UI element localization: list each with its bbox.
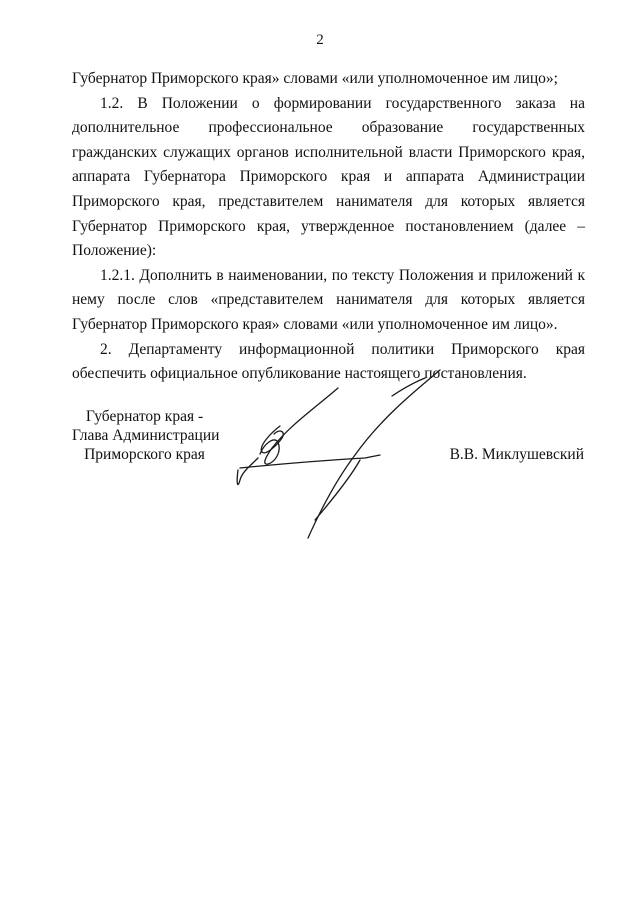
page-number: 2 — [316, 32, 324, 48]
signatory-title — [72, 407, 220, 464]
signatory-title-line: Губернатор края - — [85, 408, 204, 425]
signatory-title-line: Приморского края — [84, 446, 205, 463]
signatory-title-line: Глава Администрации — [72, 427, 220, 444]
handwritten-signature — [220, 360, 460, 550]
document-body — [72, 67, 585, 387]
paragraph-2: 2. Департаменту информационной политики Приморского края обеспечить официальное опубликование настоящего постановления. — [72, 340, 585, 383]
signatory-name: В.В. Миклушевский — [449, 446, 584, 463]
paragraph-1-2-1: 1.2.1. Дополнить в наименовании, по тексту Положения и приложений к нему после слов «представителем нанимателя для которых является Губернатор Приморского края» словами «или уполномоченное им лицо». — [72, 266, 585, 333]
paragraph-1-2: 1.2. В Положении о формировании государственного заказа на дополнительное профессиональное образование государственных гражданских служащих органов исполнительной власти Приморского края, аппарата Губернатора Приморского края и аппарата Администрации Приморского края, представителем нанимателя для которых является Губернатор Приморского края, утвержденное постановлением (далее – Положение): — [72, 94, 585, 260]
paragraph-1: Губернатор Приморского края» словами «или уполномоченное им лицо»; — [72, 70, 558, 87]
